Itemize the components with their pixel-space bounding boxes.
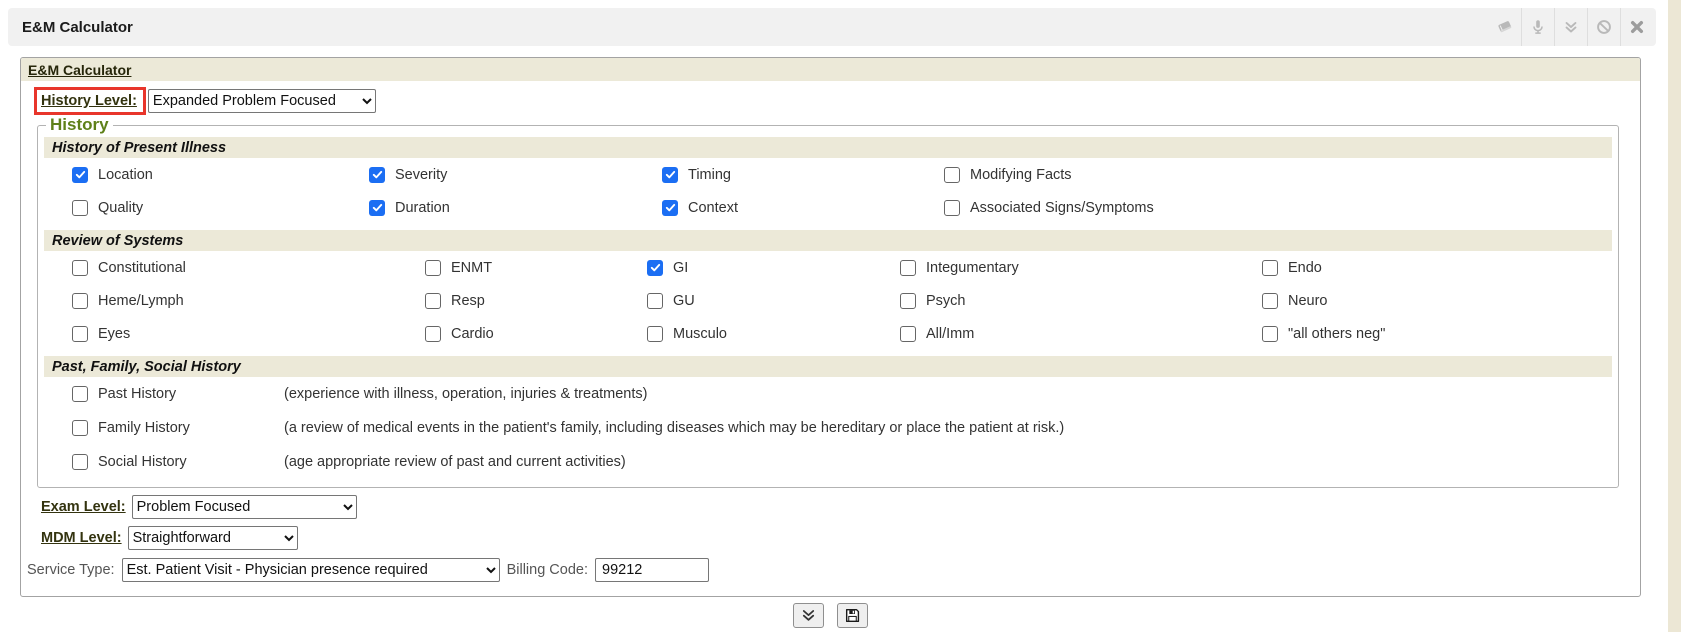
billing-code-input[interactable] [595, 558, 709, 582]
checkbox-label: Neuro [1288, 292, 1328, 309]
unchecked-checkbox-icon[interactable] [425, 326, 441, 342]
unchecked-checkbox-icon[interactable] [425, 293, 441, 309]
unchecked-checkbox-icon[interactable] [1262, 293, 1278, 309]
unchecked-checkbox-icon[interactable] [72, 386, 88, 402]
checkbox-label: Severity [395, 166, 448, 183]
unchecked-checkbox-icon[interactable] [72, 293, 88, 309]
service-type-select[interactable] [122, 558, 500, 582]
unchecked-checkbox-icon[interactable] [72, 454, 88, 470]
checkbox-label: All/Imm [926, 325, 975, 342]
checkbox-label: "all others neg" [1288, 325, 1386, 342]
dictate-button[interactable] [1521, 8, 1554, 46]
unchecked-checkbox-icon[interactable] [72, 420, 88, 436]
book-icon [1496, 18, 1514, 36]
section-header-hpi: History of Present Illness [44, 137, 1612, 158]
save-icon [845, 608, 860, 623]
unchecked-checkbox-icon[interactable] [900, 260, 916, 276]
checkbox-item[interactable] [1262, 284, 1612, 317]
expand-more-button[interactable] [793, 603, 824, 628]
checkbox-item[interactable] [900, 284, 1262, 317]
checkbox-label: Musculo [673, 325, 727, 342]
checkbox-label: Endo [1288, 259, 1322, 276]
checkbox-item[interactable] [72, 446, 284, 479]
unchecked-checkbox-icon[interactable] [647, 293, 663, 309]
unchecked-checkbox-icon[interactable] [900, 293, 916, 309]
checkbox-label: Associated Signs/Symptoms [970, 199, 1154, 216]
exam-level-label[interactable]: Exam Level: [41, 499, 126, 515]
history-legend: History [50, 115, 109, 134]
checked-checkbox-icon[interactable] [662, 167, 678, 183]
unchecked-checkbox-icon[interactable] [1262, 326, 1278, 342]
window-titlebar [8, 8, 1656, 46]
checkbox-item[interactable] [72, 378, 284, 411]
checkbox-item[interactable] [425, 251, 647, 284]
service-type-label: Service Type: [27, 562, 115, 578]
save-button[interactable] [837, 603, 868, 628]
checkbox-item[interactable] [72, 317, 425, 350]
checkbox-label: Timing [688, 166, 731, 183]
section-header-ros: Review of Systems [44, 230, 1612, 251]
checkbox-item[interactable] [369, 191, 662, 224]
unchecked-checkbox-icon[interactable] [72, 260, 88, 276]
close-icon [1628, 18, 1646, 36]
close-button[interactable] [1620, 8, 1653, 46]
background-panel-edge [1668, 0, 1681, 632]
checkbox-label: Context [688, 199, 738, 216]
history-level-row [34, 87, 1640, 115]
checkbox-description: (experience with illness, operation, injuries & treatments) [284, 386, 648, 402]
checkbox-label: ENMT [451, 259, 493, 276]
checkbox-label: GI [673, 259, 689, 276]
section-header-pfsh: Past, Family, Social History [44, 356, 1612, 377]
ros-checkbox-grid [44, 251, 1612, 350]
mdm-level-select[interactable] [128, 526, 298, 550]
pfsh-row [44, 377, 1612, 411]
unchecked-checkbox-icon[interactable] [944, 167, 960, 183]
checkbox-label: Past History [98, 386, 177, 402]
checkbox-label: Integumentary [926, 259, 1019, 276]
checkbox-item[interactable] [72, 158, 369, 191]
checkbox-item[interactable] [72, 284, 425, 317]
pfsh-row [44, 411, 1612, 445]
window-title: E&M Calculator [22, 18, 133, 36]
pfsh-row [44, 445, 1612, 479]
unchecked-checkbox-icon[interactable] [900, 326, 916, 342]
notes-button[interactable] [1488, 8, 1521, 46]
exam-level-select[interactable] [132, 495, 357, 519]
checked-checkbox-icon[interactable] [369, 200, 385, 216]
exam-level-row [41, 495, 1640, 519]
footer-button-bar [20, 603, 1641, 628]
checked-checkbox-icon[interactable] [662, 200, 678, 216]
unchecked-checkbox-icon[interactable] [72, 200, 88, 216]
checked-checkbox-icon[interactable] [369, 167, 385, 183]
checkbox-label: Resp [451, 292, 485, 309]
em-calculator-link[interactable]: E&M Calculator [28, 61, 132, 78]
unchecked-checkbox-icon[interactable] [72, 326, 88, 342]
history-fieldset [37, 115, 1619, 488]
history-level-select[interactable] [148, 89, 376, 113]
service-type-row [27, 558, 1640, 582]
panel-header [21, 58, 1640, 81]
checkbox-item[interactable] [900, 317, 1262, 350]
mdm-level-label[interactable]: MDM Level: [41, 530, 122, 546]
em-calculator-panel [20, 57, 1641, 597]
mdm-level-row [41, 526, 1640, 550]
checkbox-description: (a review of medical events in the patient's family, including diseases which may be hereditary or place the patient at risk.) [284, 420, 1065, 436]
disable-button[interactable] [1587, 8, 1620, 46]
checkbox-item[interactable] [662, 191, 944, 224]
checkbox-label: Eyes [98, 325, 131, 342]
checkbox-item[interactable] [72, 191, 369, 224]
checkbox-item[interactable] [425, 284, 647, 317]
checkbox-label: Family History [98, 420, 190, 436]
checkbox-label: Location [98, 166, 153, 183]
unchecked-checkbox-icon[interactable] [944, 200, 960, 216]
checkbox-label: GU [673, 292, 695, 309]
checkbox-item[interactable] [944, 158, 1612, 191]
checkbox-item[interactable] [369, 158, 662, 191]
checkbox-label: Cardio [451, 325, 494, 342]
checkbox-item[interactable] [1262, 251, 1612, 284]
checkbox-label: Modifying Facts [970, 166, 1072, 183]
checkbox-label: Heme/Lymph [98, 292, 184, 309]
checkbox-item[interactable] [1262, 317, 1612, 350]
checkbox-label: Social History [98, 454, 187, 470]
hpi-checkbox-grid [44, 158, 1612, 224]
checked-checkbox-icon[interactable] [72, 167, 88, 183]
checkbox-item[interactable] [72, 251, 425, 284]
checked-checkbox-icon[interactable] [647, 260, 663, 276]
checkbox-item[interactable] [647, 251, 900, 284]
double-chevron-down-icon [801, 608, 816, 623]
unchecked-checkbox-icon[interactable] [1262, 260, 1278, 276]
checkbox-item[interactable] [647, 284, 900, 317]
unchecked-checkbox-icon[interactable] [647, 326, 663, 342]
checkbox-item[interactable] [900, 251, 1262, 284]
checkbox-label: Quality [98, 199, 144, 216]
checkbox-label: Psych [926, 292, 966, 309]
pfsh-checkbox-list [44, 377, 1612, 479]
titlebar-toolbar [1488, 8, 1653, 46]
checkbox-label: Duration [395, 199, 450, 216]
double-chevron-down-icon [1562, 18, 1580, 36]
checkbox-item[interactable] [72, 412, 284, 445]
checkbox-item[interactable] [944, 191, 1612, 224]
unchecked-checkbox-icon[interactable] [425, 260, 441, 276]
highlight-annotation-box [34, 87, 146, 115]
microphone-icon [1529, 18, 1547, 36]
no-symbol-icon [1595, 18, 1613, 36]
checkbox-label: Constitutional [98, 259, 186, 276]
checkbox-item[interactable] [647, 317, 900, 350]
billing-code-label: Billing Code: [506, 562, 589, 578]
collapse-button[interactable] [1554, 8, 1587, 46]
checkbox-item[interactable] [662, 158, 944, 191]
checkbox-description: (age appropriate review of past and current activities) [284, 454, 626, 470]
checkbox-item[interactable] [425, 317, 647, 350]
history-level-label[interactable]: History Level: [41, 93, 137, 109]
